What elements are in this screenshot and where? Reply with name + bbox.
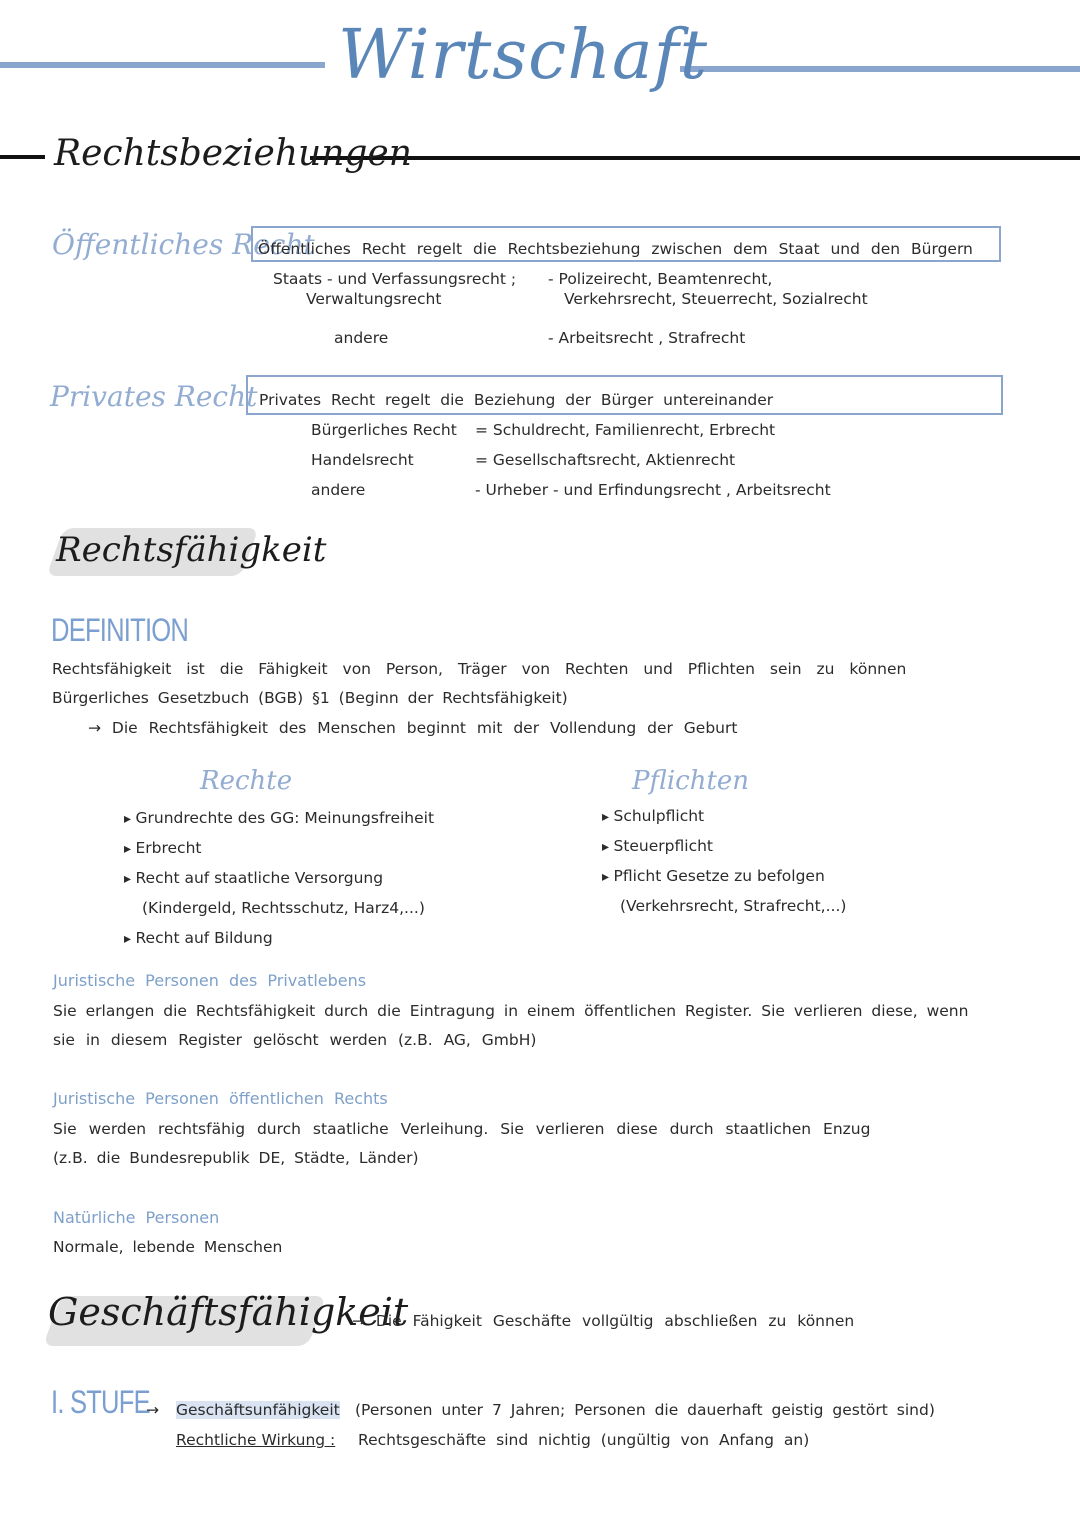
title-line-left [0, 62, 325, 68]
oeffentliches-recht-label: Öffentliches Recht [52, 228, 315, 261]
jp-oeff-line-2: (z.B. die Bundesrepublik DE, Städte, Länder) [53, 1149, 419, 1167]
page-title: Wirtschaft [338, 16, 709, 95]
privat-row-1-left: Bürgerliches Recht [311, 421, 457, 439]
geschaeftsfaehigkeit-heading: Geschäftsfähigkeit [48, 1290, 409, 1334]
oeffentlich-left-1: Staats - und Verfassungsrecht ; [273, 270, 517, 288]
wirkung-text: Rechtsgeschäfte sind nichtig (ungültig von Anfang an) [358, 1431, 810, 1449]
geschaeftsfaehigkeit-arrow-text: → Die Fähigkeit Geschäfte vollgültig abschließen zu können [352, 1312, 855, 1330]
rechte-note: (Kindergeld, Rechtsschutz, Harz4,...) [142, 899, 425, 917]
section-line-left [0, 155, 45, 159]
title-line-right [680, 66, 1080, 72]
privat-row-2-right: = Gesellschaftsrecht, Aktienrecht [475, 451, 736, 469]
rechte-item-3: ▸ Recht auf staatliche Versorgung [124, 869, 383, 887]
privat-row-1-right: = Schuldrecht, Familienrecht, Erbrecht [475, 421, 776, 439]
definition-label: DEFINITION [51, 612, 189, 648]
nat-label: Natürliche Personen [53, 1208, 220, 1227]
jp-privat-label: Juristische Personen des Privatlebens [53, 971, 367, 990]
pflichten-item-2: ▸ Steuerpflicht [602, 837, 713, 855]
oeffentlich-andere-right: - Arbeitsrecht , Strafrecht [548, 329, 746, 347]
rechte-item-2: ▸ Erbrecht [124, 839, 201, 857]
privates-recht-definition: Privates Recht regelt die Beziehung der Bürger untereinander [259, 391, 774, 409]
stufe-desc: (Personen unter 7 Jahren; Personen die dauerhaft geistig gestört sind) [355, 1401, 935, 1419]
oeffentliches-recht-definition: Öffentliches Recht regelt die Rechtsbeziehung zwischen dem Staat und den Bürgern [258, 240, 973, 258]
rechtsbeziehungen-heading: Rechtsbeziehungen [54, 133, 412, 174]
privat-row-3-left: andere [311, 481, 366, 499]
pflichten-label: Pflichten [632, 766, 750, 796]
pflichten-note: (Verkehrsrecht, Strafrecht,...) [620, 897, 847, 915]
privates-recht-label: Privates Recht [50, 380, 258, 413]
definition-line-3: → Die Rechtsfähigkeit des Menschen beginnt mit der Vollendung der Geburt [88, 719, 738, 737]
rechte-item-4: ▸ Recht auf Bildung [124, 929, 273, 947]
rechte-item-1: ▸ Grundrechte des GG: Meinungsfreiheit [124, 809, 434, 827]
oeffentlich-right-1: - Polizeirecht, Beamtenrecht, [548, 270, 773, 288]
oeffentlich-left-2: Verwaltungsrecht [306, 290, 442, 308]
definition-line-2: Bürgerliches Gesetzbuch (BGB) §1 (Beginn der Rechtsfähigkeit) [52, 689, 568, 707]
oeffentlich-right-2: Verkehrsrecht, Steuerrecht, Sozialrecht [564, 290, 868, 308]
privat-row-2-left: Handelsrecht [311, 451, 414, 469]
rechtsfaehigkeit-heading: Rechtsfähigkeit [56, 530, 327, 570]
oeffentlich-andere: andere [334, 329, 389, 347]
jp-oeff-label: Juristische Personen öffentlichen Rechts [53, 1089, 388, 1108]
jp-privat-line-1: Sie erlangen die Rechtsfähigkeit durch die Eintragung in einem öffentlichen Register. Sie verlieren diese, wenn [53, 1002, 969, 1020]
wirkung-label: Rechtliche Wirkung : [176, 1431, 336, 1449]
pflichten-item-1: ▸ Schulpflicht [602, 807, 704, 825]
jp-oeff-line-1: Sie werden rechtsfähig durch staatliche Verleihung. Sie verlieren diese durch staatlichen Enzug [53, 1120, 871, 1138]
nat-text: Normale, lebende Menschen [53, 1238, 283, 1256]
jp-privat-line-2: sie in diesem Register gelöscht werden (z.B. AG, GmbH) [53, 1031, 537, 1049]
stufe-label: I. STUFE [51, 1384, 150, 1420]
stufe-term: Geschäftsunfähigkeit [176, 1401, 340, 1419]
section-line-right [310, 156, 1080, 160]
definition-line-1: Rechtsfähigkeit ist die Fähigkeit von Person, Träger von Rechten und Pflichten sein zu können [52, 660, 907, 678]
privat-row-3-right: - Urheber - und Erfindungsrecht , Arbeitsrecht [475, 481, 831, 499]
rechte-label: Rechte [200, 766, 293, 796]
stufe-arrow: → [146, 1401, 159, 1419]
pflichten-item-3: ▸ Pflicht Gesetze zu befolgen [602, 867, 825, 885]
